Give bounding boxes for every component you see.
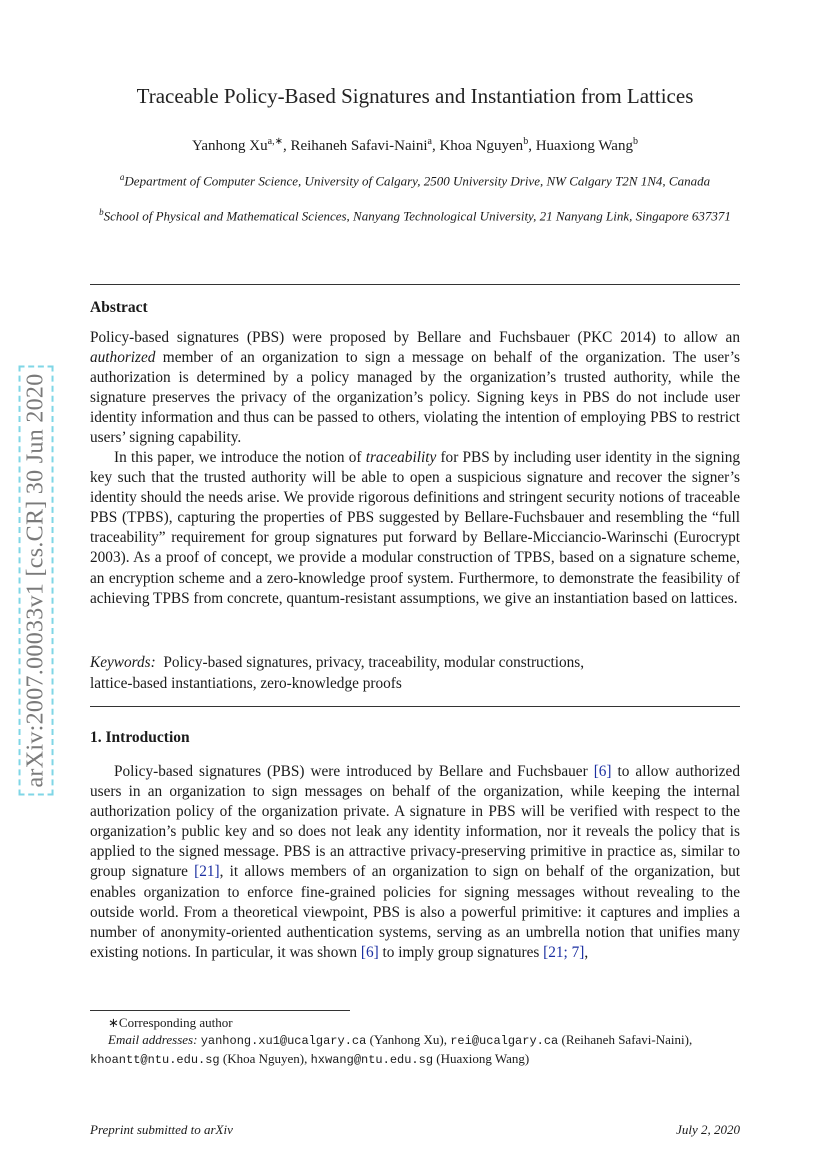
- author-name: Huaxiong Wang: [535, 138, 633, 154]
- affiliation-a: [90, 169, 740, 189]
- introduction-paragraph: [90, 762, 740, 963]
- author-list: Yanhong $Xu^{a,∗}$, Reihaneh Safavi-Naini$^a$, Khoa Nguyen$^b$, Huaxiong Wang$^b$: [192, 136, 638, 154]
- text-run: Policy-based signatures (PBS) were introduced by Bellare and Fuchsbauer: [114, 763, 594, 780]
- email-owner: (Reihaneh Safavi-Naini),: [558, 1032, 693, 1047]
- email-link[interactable]: rei@ucalgary.ca: [450, 1034, 559, 1048]
- keywords-label: Keywords:: [90, 654, 156, 671]
- citation-link[interactable]: [6]: [593, 763, 612, 780]
- citation-link[interactable]: [21; 7]: [543, 943, 585, 961]
- author-name: Khoa Nguyen: [439, 138, 524, 154]
- divider-top: [90, 284, 740, 285]
- affiliation-mark: b: [99, 207, 104, 217]
- divider-bottom: [90, 706, 740, 707]
- email-owner: (Huaxiong Wang): [433, 1051, 530, 1066]
- text-run: to imply group signatures: [378, 943, 544, 961]
- text-run: , it allows members of an organization to sign on behalf of the organization, but enables organization to enforce fine-grained policies for signing messages without revealing to the outside world. From a theoretical viewpoint, PBS is also a powerful primitive: it captures and implies a number of anonymity-oriented authentication systems, serving as an umbrella notion that unifies many existing notions. In particular, it was shown: [90, 863, 740, 961]
- introduction-heading: 1. Introduction: [90, 729, 190, 746]
- footnote: [90, 1014, 740, 1069]
- corresponding-author-note: ∗Corresponding author: [108, 1015, 233, 1030]
- author-affil-mark: a: [427, 136, 432, 147]
- abstract-paragraph-2: [90, 448, 740, 609]
- email-link[interactable]: yanhong.xu1@ucalgary.ca: [200, 1034, 367, 1048]
- text-run: In this paper, we introduce the notion of: [114, 449, 366, 466]
- emphasis: traceability: [365, 449, 437, 466]
- footer-preprint-note: Preprint submitted to arXiv: [90, 1122, 233, 1137]
- affiliation-text: Department of Computer Science, University of Calgary, 2500 University Drive, NW Calgary T2N 1N4, Canada: [124, 173, 711, 189]
- paper-title: Traceable Policy-Based Signatures and Instantiation from Lattices: [136, 84, 694, 108]
- affiliation-text: School of Physical and Mathematical Sciences, Nanyang Technological University, 21 Nanyang Link, Singapore 637371: [103, 208, 731, 224]
- text-run: member of an organization to sign a message on behalf of the organization. The user’s authorization is determined by a policy managed by the organization’s trusted authority, while the signature preserves the privacy of the organization’s policy. Signing keys in PBS do not include user identity information and thus can be passed to others, violating the intention of employing PBS to restrict users’ signing capability.: [90, 349, 740, 447]
- author-affil-mark: a,∗: [267, 136, 283, 147]
- footer-date: July 2, 2020: [676, 1122, 740, 1137]
- keywords-line-1: Policy-based signatures, privacy, traceability, modular constructions,: [163, 654, 585, 671]
- author-name: Yanhong Xu: [192, 138, 268, 154]
- arxiv-stamp: [14, 330, 58, 830]
- text-run: ,: [584, 943, 589, 961]
- email-owner: (Khoa Nguyen),: [219, 1051, 311, 1066]
- abstract-heading: Abstract: [90, 299, 148, 316]
- author-affil-mark: b: [632, 136, 638, 147]
- email-owner: (Yanhong Xu),: [366, 1032, 451, 1047]
- author-affil-mark: b: [523, 136, 529, 147]
- text-run: to allow authorized users in an organization to sign messages on behalf of the organization, while keeping the internal authorization policy of the organization private. A signature in PBS will be verified with respect to the organization’s public key and so does not leak any identity information, nor it reveals the policy that is applied to the signed message. PBS is an attractive privacy-preserving primitive in practice as, similar to group signature: [90, 763, 740, 881]
- citation-link[interactable]: [21]: [194, 863, 220, 881]
- text-run: for PBS by including user identity in the signing key such that the trusted authority will be able to open a suspicious signature and recover the signer’s identity should the needs arise. We provide rigorous definitions and stringent security notions of traceable PBS (TPBS), capturing the properties of PBS suggested by Bellare-Fuchsbauer and resembling the “full traceability” requirement for group signatures put forward by Bellare-Micciancio-Warinschi (Eurocrypt 2003). As a proof of concept, we provide a modular construction of TPBS, based on a signature scheme, an encryption scheme and a zero-knowledge proof system. Furthermore, to demonstrate the feasibility of achieving TPBS from concrete, quantum-resistant assumptions, we give an instantiation based on lattices.: [90, 449, 740, 607]
- text-run: Policy-based signatures (PBS) were proposed by Bellare and Fuchsbauer (PKC 2014) to allow an: [90, 329, 740, 346]
- affiliation-mark: a: [119, 172, 125, 182]
- footnote-rule: [90, 1010, 350, 1011]
- email-label: Email addresses:: [108, 1032, 198, 1047]
- citation-link[interactable]: [6]: [360, 943, 379, 961]
- affiliation-b: [90, 204, 740, 224]
- keywords: [90, 653, 740, 694]
- keywords-line-2: lattice-based instantiations, zero-knowledge proofs: [90, 674, 402, 692]
- emphasis: authorized: [90, 349, 156, 367]
- email-addresses: [90, 1031, 740, 1069]
- arxiv-id-label[interactable]: arXiv:2007.00033v1 [cs.CR] 30 Jun 2020: [19, 365, 54, 795]
- email-link[interactable]: hxwang@ntu.edu.sg: [310, 1053, 434, 1067]
- email-link[interactable]: khoantt@ntu.edu.sg: [90, 1053, 220, 1067]
- abstract-paragraph-1: [90, 328, 740, 449]
- author-name: Reihaneh Safavi-Naini: [290, 138, 428, 154]
